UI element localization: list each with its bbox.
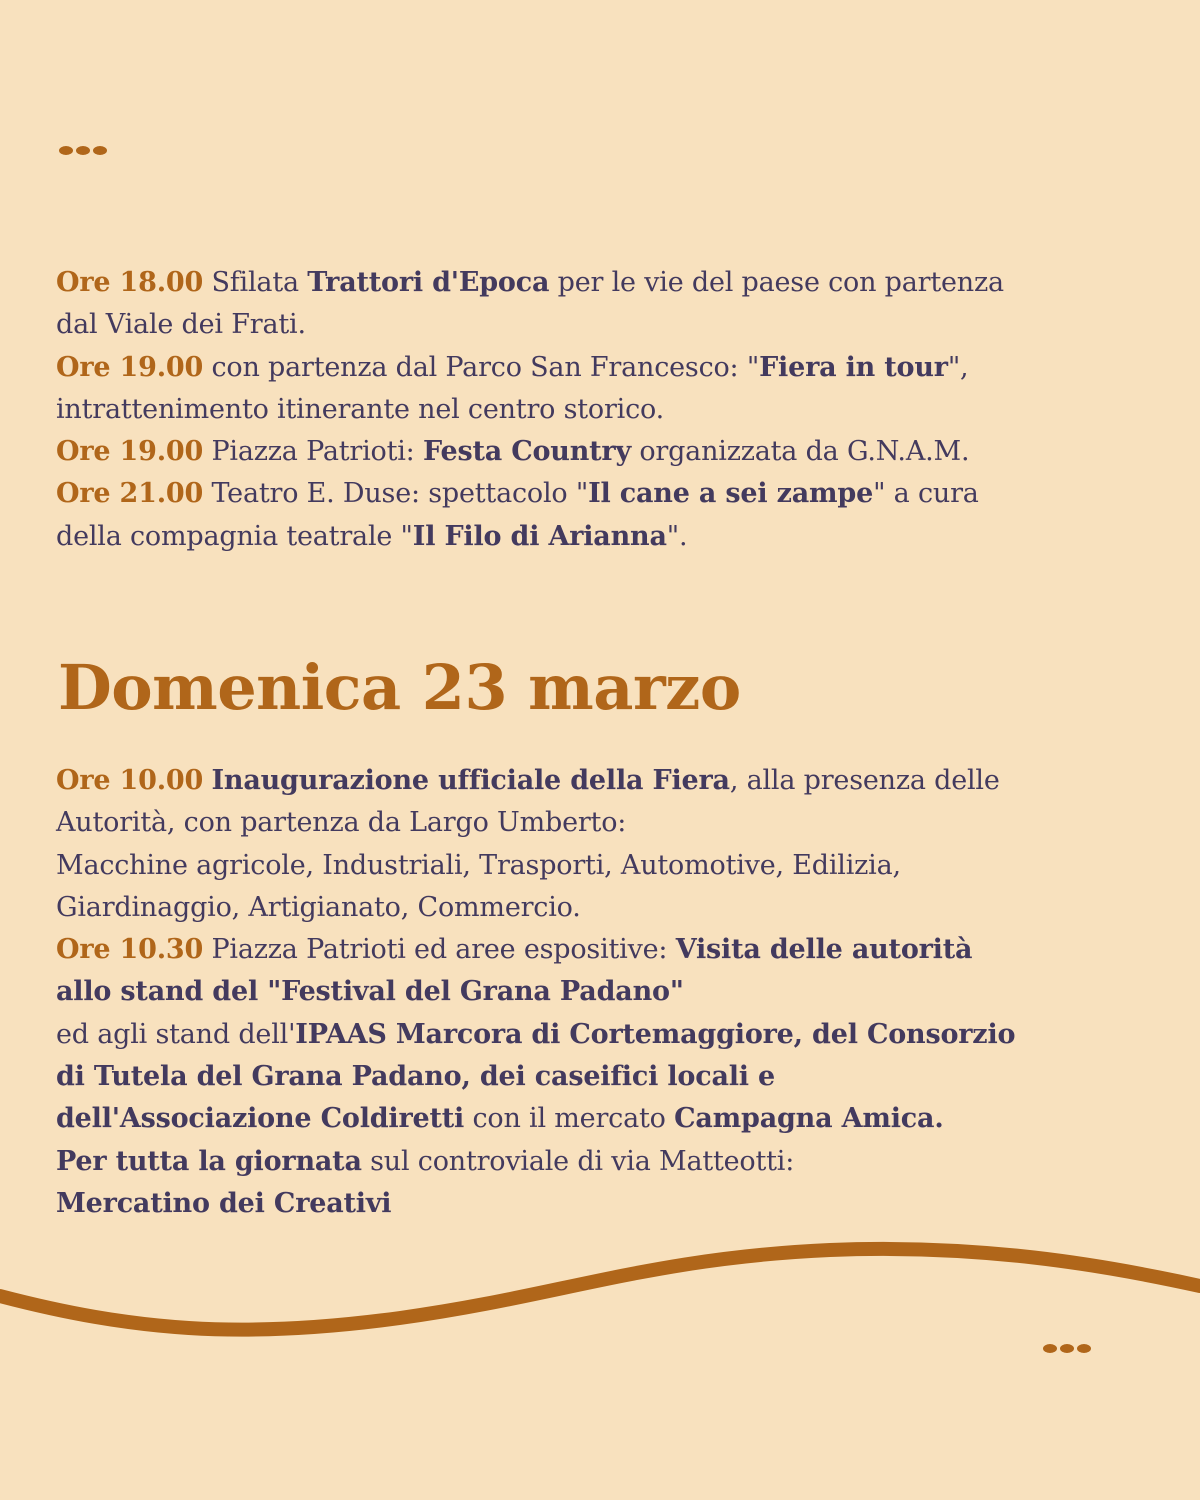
event-title: Festa Country — [422, 436, 631, 468]
event-time: Ore 18.00 — [56, 267, 204, 298]
event-time: Ore 21.00 — [56, 478, 204, 510]
program-line: Ore 10.00 Inaugurazione ufficiale della Fiera, alla presenza delle — [56, 765, 1000, 796]
program-line: Ore 19.00 con partenza dal Parco San Francesco: "Fiera in tour", — [56, 351, 969, 383]
program-line: Autorità, con partenza da Largo Umberto: — [56, 807, 627, 839]
day-heading: Domenica 23 marzo — [58, 651, 741, 724]
event-title: Fiera in tour — [759, 351, 948, 383]
wave-line — [0, 1220, 1200, 1360]
saturday-program — [56, 262, 1166, 558]
program-line: della compagnia teatrale "Il Filo di Arianna". — [56, 520, 688, 552]
event-time: Ore 19.00 — [56, 351, 204, 383]
program-line: Ore 19.00 Piazza Patrioti: Festa Country organizzata da G.N.A.M. — [56, 436, 970, 468]
program-line: Ore 21.00 Teatro E. Duse: spettacolo "Il cane a sei zampe" a cura — [56, 478, 979, 510]
program-line: Mercatino dei Creativi — [56, 1187, 392, 1219]
event-title: Visita delle autorità — [675, 934, 973, 966]
program-line: ed agli stand dell'IPAAS Marcora di Cortemaggiore, del Consorzio — [56, 1018, 1016, 1050]
program-line: Giardinaggio, Artigianato, Commercio. — [56, 891, 581, 923]
program-line: di Tutela del Grana Padano, dei caseifici locali e — [56, 1061, 776, 1093]
program-line: Macchine agricole, Industriali, Trasporti, Automotive, Edilizia, — [56, 849, 901, 881]
program-line: dal Viale dei Frati. — [56, 309, 306, 341]
event-title: Trattori d'Epoca — [307, 267, 550, 298]
program-line: intrattenimento itinerante nel centro storico. — [56, 393, 664, 425]
event-time: Ore 19.00 — [56, 436, 204, 468]
program-line: Per tutta la giornata sul controviale di via Matteotti: — [56, 1145, 795, 1177]
dots-icon — [1043, 1344, 1091, 1353]
program-line: Ore 18.00 Sfilata Trattori d'Epoca per le vie del paese con partenza — [56, 267, 1004, 298]
program-line: allo stand del "Festival del Grana Padano" — [56, 976, 684, 1008]
event-title: Il cane a sei zampe — [588, 478, 874, 510]
dots-icon — [59, 146, 107, 155]
event-title: Inaugurazione ufficiale della Fiera — [211, 765, 730, 796]
company-name: Il Filo di Arianna — [412, 520, 667, 552]
sunday-program — [56, 760, 1166, 1225]
program-line: dell'Associazione Coldiretti con il mercato Campagna Amica. — [56, 1103, 944, 1135]
event-time: Ore 10.00 — [56, 765, 204, 796]
program-line: Ore 10.30 Piazza Patrioti ed aree espositive: Visita delle autorità — [56, 934, 973, 966]
event-time: Ore 10.30 — [56, 934, 204, 966]
